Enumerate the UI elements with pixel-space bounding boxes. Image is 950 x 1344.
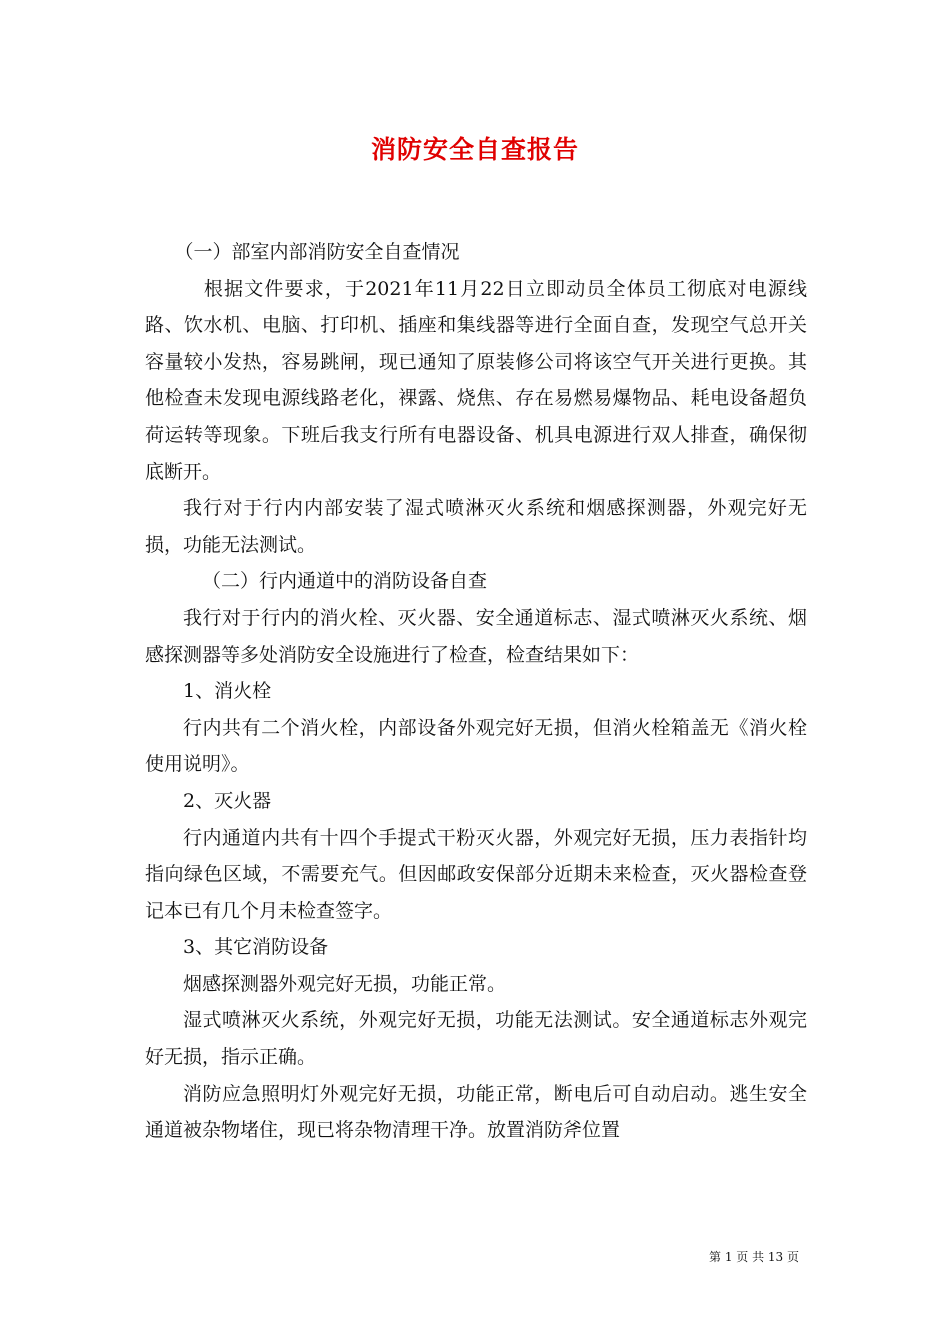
page-number: 第 1 页 共 13 页 xyxy=(709,1250,799,1264)
section-heading-2: （二）行内通道中的消防设备自查 xyxy=(202,570,488,593)
paragraph: 行内通道内共有十四个手提式干粉灭火器，外观完好无损，压力表指针均指向绿色区域，不需要充气。但因邮政安保部分近期未来检查，灭火器检查登记本已有几个月未检查签字。 xyxy=(145,826,807,922)
paragraph: 根据文件要求，于2021年11月22日立即动员全体员工彻底对电源线路、饮水机、电脑、打印机、插座和集线器等进行全面自查，发现空气总开关容量较小发热，容易跳闸，现已通知了原装修公司将该空气开关进行更换。其他检查未发现电源线路老化，裸露、烧焦、存在易燃易爆物品、耗电设备超负荷运转等现象。下班后我支行所有电器设备、机具电源进行双人排查，确保彻底断开。 xyxy=(145,277,807,483)
paragraph: 消防应急照明灯外观完好无损，功能正常，断电后可自动启动。逃生安全通道被杂物堵住，现已将杂物清理干净。放置消防斧位置 xyxy=(145,1082,807,1142)
document-title: 消防安全自查报告 xyxy=(370,135,579,164)
paragraph: 湿式喷淋灭火系统，外观完好无损，功能无法测试。安全通道标志外观完好无损，指示正确。 xyxy=(145,1009,807,1069)
paragraph: 我行对于行内的消火栓、灭火器、安全通道标志、湿式喷淋灭火系统、烟感探测器等多处消防安全设施进行了检查，检查结果如下： xyxy=(145,606,807,666)
subsection-heading: 2、灭火器 xyxy=(183,789,272,812)
paragraph: 我行对于行内内部安装了湿式喷淋灭火系统和烟感探测器，外观完好无损，功能无法测试。 xyxy=(145,497,807,556)
section-heading-1: （一）部室内部消防安全自查情况 xyxy=(174,241,460,263)
subsection-heading: 3、其它消防设备 xyxy=(183,936,329,959)
subsection-heading: 1、消火栓 xyxy=(183,680,272,703)
paragraph: 行内共有二个消火栓，内部设备外观完好无损，但消火栓箱盖无《消火栓使用说明》。 xyxy=(145,716,807,776)
paragraph: 烟感探测器外观完好无损，功能正常。 xyxy=(183,972,507,995)
document-body xyxy=(145,234,807,1149)
